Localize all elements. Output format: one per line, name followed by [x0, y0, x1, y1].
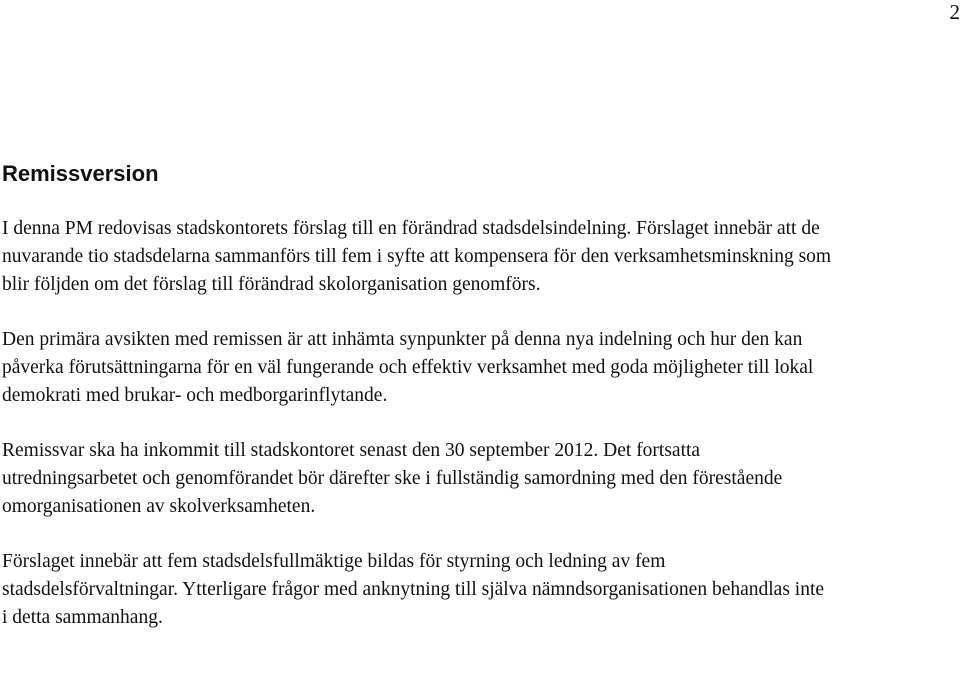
paragraph-intro: I denna PM redovisas stadskontorets förslag till en förändrad stadsdelsindelning. Förslaget innebär att de nuvarande tio stadsdelarna sammanförs till fem i syfte att kompensera för den verksamhetsminskning som blir följden om det förslag till förändrad skolorganisation genomförs. [2, 218, 832, 295]
document-body [2, 215, 832, 632]
paragraph-deadline: Remissvar ska ha inkommit till stadskontoret senast den 30 september 2012. Det fortsatta utredningsarbetet och genomförandet bör därefter ske i fullständig samordning med den förestående omorganisationen av skolverksamheten. [2, 440, 783, 517]
paragraph-proposal: Förslaget innebär att fem stadsdelsfullmäktige bildas för styrning och ledning av fem stadsdelsförvaltningar. Ytterligare frågor med anknytning till själva nämndsorganisationen behandlas inte i detta sammanhang. [2, 551, 825, 628]
section-heading: Remissversion [2, 161, 159, 186]
page-number: 2 [949, 0, 960, 24]
paragraph-purpose: Den primära avsikten med remissen är att inhämta synpunkter på denna nya indelning och hur den kan påverka förutsättningarna för en väl fungerande och effektiv verksamhet med goda möjligheter till lokal demokrati med brukar- och medborgarinflytande. [2, 329, 814, 406]
